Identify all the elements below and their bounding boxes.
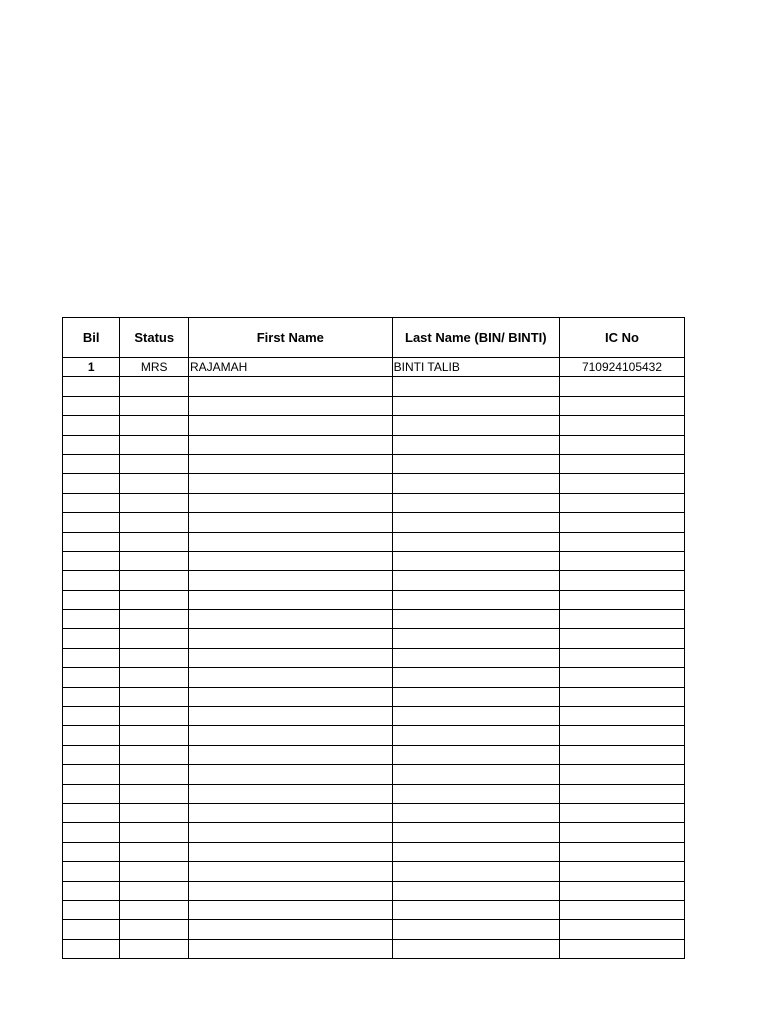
cell-last-name <box>392 881 559 900</box>
cell-ic-no <box>559 920 684 939</box>
cell-status <box>120 551 189 570</box>
cell-bil <box>63 939 120 958</box>
cell-last-name <box>392 726 559 745</box>
cell-first-name <box>189 435 393 454</box>
cell-last-name <box>392 900 559 919</box>
cell-last-name <box>392 493 559 512</box>
table-row <box>63 842 685 861</box>
cell-status <box>120 726 189 745</box>
cell-status: MRS <box>120 358 189 377</box>
cell-bil <box>63 920 120 939</box>
cell-bil <box>63 668 120 687</box>
cell-ic-no <box>559 590 684 609</box>
cell-ic-no <box>559 939 684 958</box>
cell-bil <box>63 881 120 900</box>
cell-status <box>120 648 189 667</box>
cell-last-name: BINTI TALIB <box>392 358 559 377</box>
table-row <box>63 900 685 919</box>
cell-bil <box>63 823 120 842</box>
cell-first-name <box>189 745 393 764</box>
table-row <box>63 862 685 881</box>
cell-status <box>120 920 189 939</box>
cell-last-name <box>392 842 559 861</box>
cell-first-name <box>189 532 393 551</box>
table-row <box>63 551 685 570</box>
table-row <box>63 629 685 648</box>
cell-last-name <box>392 745 559 764</box>
table-row <box>63 784 685 803</box>
cell-status <box>120 881 189 900</box>
cell-bil <box>63 803 120 822</box>
cell-first-name <box>189 862 393 881</box>
cell-bil <box>63 629 120 648</box>
cell-bil <box>63 707 120 726</box>
cell-ic-no <box>559 551 684 570</box>
table-row <box>63 939 685 958</box>
table-row <box>63 396 685 415</box>
cell-last-name <box>392 784 559 803</box>
cell-ic-no <box>559 532 684 551</box>
cell-status <box>120 842 189 861</box>
table-row <box>63 513 685 532</box>
cell-ic-no <box>559 707 684 726</box>
cell-last-name <box>392 571 559 590</box>
cell-first-name <box>189 610 393 629</box>
cell-first-name <box>189 842 393 861</box>
cell-ic-no: 710924105432 <box>559 358 684 377</box>
cell-last-name <box>392 629 559 648</box>
cell-bil <box>63 416 120 435</box>
cell-last-name <box>392 513 559 532</box>
cell-ic-no <box>559 513 684 532</box>
cell-first-name <box>189 765 393 784</box>
cell-status <box>120 493 189 512</box>
table-row <box>63 358 685 377</box>
cell-bil <box>63 435 120 454</box>
cell-bil <box>63 590 120 609</box>
cell-status <box>120 668 189 687</box>
table-row <box>63 648 685 667</box>
cell-status <box>120 629 189 648</box>
cell-first-name <box>189 629 393 648</box>
cell-first-name <box>189 454 393 473</box>
table-row <box>63 823 685 842</box>
cell-bil <box>63 765 120 784</box>
cell-status <box>120 765 189 784</box>
cell-bil <box>63 842 120 861</box>
header-status: Status <box>120 318 189 358</box>
cell-ic-no <box>559 377 684 396</box>
table-row <box>63 474 685 493</box>
cell-last-name <box>392 687 559 706</box>
table-row <box>63 803 685 822</box>
cell-bil <box>63 610 120 629</box>
cell-first-name <box>189 377 393 396</box>
cell-ic-no <box>559 668 684 687</box>
cell-bil <box>63 454 120 473</box>
table-row <box>63 493 685 512</box>
cell-last-name <box>392 862 559 881</box>
cell-ic-no <box>559 629 684 648</box>
cell-first-name <box>189 687 393 706</box>
cell-ic-no <box>559 842 684 861</box>
cell-ic-no <box>559 823 684 842</box>
cell-last-name <box>392 610 559 629</box>
cell-ic-no <box>559 726 684 745</box>
cell-first-name <box>189 416 393 435</box>
header-last-name: Last Name (BIN/ BINTI) <box>392 318 559 358</box>
cell-ic-no <box>559 571 684 590</box>
cell-last-name <box>392 939 559 958</box>
cell-first-name <box>189 939 393 958</box>
cell-first-name <box>189 648 393 667</box>
cell-ic-no <box>559 610 684 629</box>
table-row <box>63 416 685 435</box>
cell-last-name <box>392 474 559 493</box>
cell-ic-no <box>559 900 684 919</box>
cell-first-name <box>189 551 393 570</box>
cell-last-name <box>392 823 559 842</box>
cell-status <box>120 900 189 919</box>
cell-first-name <box>189 900 393 919</box>
cell-bil <box>63 687 120 706</box>
cell-status <box>120 416 189 435</box>
cell-status <box>120 687 189 706</box>
cell-first-name <box>189 513 393 532</box>
cell-first-name <box>189 396 393 415</box>
cell-last-name <box>392 648 559 667</box>
table-row <box>63 668 685 687</box>
cell-ic-no <box>559 784 684 803</box>
cell-first-name <box>189 668 393 687</box>
cell-status <box>120 474 189 493</box>
cell-ic-no <box>559 745 684 764</box>
cell-last-name <box>392 765 559 784</box>
table-row <box>63 687 685 706</box>
cell-bil <box>63 571 120 590</box>
cell-bil <box>63 648 120 667</box>
header-bil: Bil <box>63 318 120 358</box>
cell-first-name <box>189 493 393 512</box>
table-row <box>63 590 685 609</box>
cell-ic-no <box>559 803 684 822</box>
cell-status <box>120 590 189 609</box>
cell-first-name <box>189 920 393 939</box>
cell-bil <box>63 745 120 764</box>
table-row <box>63 610 685 629</box>
cell-status <box>120 745 189 764</box>
table-row <box>63 454 685 473</box>
table-row <box>63 726 685 745</box>
cell-first-name <box>189 784 393 803</box>
cell-ic-no <box>559 881 684 900</box>
cell-first-name <box>189 707 393 726</box>
cell-bil <box>63 900 120 919</box>
cell-bil <box>63 474 120 493</box>
cell-ic-no <box>559 474 684 493</box>
cell-last-name <box>392 707 559 726</box>
cell-ic-no <box>559 765 684 784</box>
cell-last-name <box>392 532 559 551</box>
cell-status <box>120 454 189 473</box>
cell-status <box>120 396 189 415</box>
table-row <box>63 707 685 726</box>
cell-ic-no <box>559 454 684 473</box>
table-row <box>63 377 685 396</box>
cell-first-name <box>189 571 393 590</box>
cell-status <box>120 823 189 842</box>
cell-bil <box>63 784 120 803</box>
cell-ic-no <box>559 396 684 415</box>
table-row <box>63 881 685 900</box>
cell-bil <box>63 513 120 532</box>
cell-last-name <box>392 454 559 473</box>
cell-ic-no <box>559 687 684 706</box>
cell-last-name <box>392 416 559 435</box>
header-row <box>63 318 685 358</box>
name-list-table <box>62 317 685 959</box>
cell-last-name <box>392 396 559 415</box>
cell-ic-no <box>559 648 684 667</box>
cell-bil <box>63 862 120 881</box>
cell-status <box>120 610 189 629</box>
cell-first-name <box>189 726 393 745</box>
cell-status <box>120 513 189 532</box>
table-row <box>63 745 685 764</box>
cell-ic-no <box>559 435 684 454</box>
cell-last-name <box>392 435 559 454</box>
cell-first-name <box>189 881 393 900</box>
table-row <box>63 435 685 454</box>
table-row <box>63 571 685 590</box>
cell-bil <box>63 532 120 551</box>
cell-status <box>120 803 189 822</box>
cell-bil: 1 <box>63 358 120 377</box>
cell-bil <box>63 493 120 512</box>
cell-first-name: RAJAMAH <box>189 358 393 377</box>
header-ic-no: IC No <box>559 318 684 358</box>
cell-last-name <box>392 803 559 822</box>
table-row <box>63 765 685 784</box>
header-first-name: First Name <box>189 318 393 358</box>
cell-bil <box>63 726 120 745</box>
cell-status <box>120 435 189 454</box>
cell-ic-no <box>559 493 684 512</box>
table-row <box>63 920 685 939</box>
cell-status <box>120 707 189 726</box>
cell-ic-no <box>559 416 684 435</box>
cell-last-name <box>392 920 559 939</box>
cell-status <box>120 532 189 551</box>
cell-ic-no <box>559 862 684 881</box>
cell-first-name <box>189 803 393 822</box>
cell-first-name <box>189 590 393 609</box>
cell-bil <box>63 396 120 415</box>
cell-last-name <box>392 377 559 396</box>
cell-status <box>120 862 189 881</box>
cell-bil <box>63 377 120 396</box>
cell-last-name <box>392 551 559 570</box>
cell-status <box>120 571 189 590</box>
cell-status <box>120 377 189 396</box>
cell-last-name <box>392 668 559 687</box>
cell-last-name <box>392 590 559 609</box>
cell-first-name <box>189 823 393 842</box>
table-body <box>63 358 685 959</box>
table-row <box>63 532 685 551</box>
cell-status <box>120 784 189 803</box>
cell-bil <box>63 551 120 570</box>
cell-status <box>120 939 189 958</box>
cell-first-name <box>189 474 393 493</box>
